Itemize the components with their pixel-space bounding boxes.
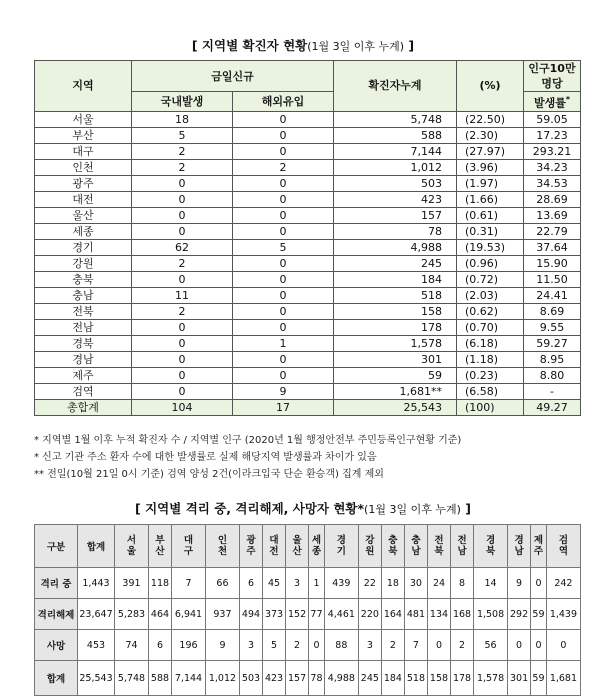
cell-region: 전남 (35, 319, 132, 335)
cell-region: 충북 (35, 271, 132, 287)
cell-rate: - (524, 383, 581, 399)
cell-value: 7 (172, 568, 206, 599)
footnote-1: * 지역별 1월 이후 누적 확진자 수 / 지역별 인구 (2020년 1월 행정안전부 주민등록인구현황 기준) (34, 435, 462, 446)
cell-value: 7 (404, 630, 427, 661)
cell-cumulative: 178 (334, 319, 457, 335)
cell-cumulative: 5,748 (334, 111, 457, 127)
cell-value: 1,508 (474, 599, 508, 630)
cell-rate: 24.41 (524, 287, 581, 303)
cell-value: 8 (451, 568, 474, 599)
cell-rate: 37.64 (524, 239, 581, 255)
cell-cumulative: 7,144 (334, 143, 457, 159)
cell-overseas: 2 (233, 159, 334, 175)
cell-value: 6,941 (172, 599, 206, 630)
cell-value: 453 (78, 630, 115, 661)
cell-value: 245 (358, 661, 381, 696)
cell-value: 9 (508, 568, 531, 599)
cell-region: 울산 (35, 207, 132, 223)
cell-value: 439 (324, 568, 358, 599)
header-col (474, 525, 508, 568)
cell-value: 157 (286, 661, 309, 696)
cell-value: 6 (239, 568, 262, 599)
cell-domestic: 0 (132, 383, 233, 399)
header-col (172, 525, 206, 568)
cell-value: 56 (474, 630, 508, 661)
cell-overseas: 17 (233, 399, 334, 415)
cell-value: 1,578 (474, 661, 508, 696)
cell-value: 196 (172, 630, 206, 661)
cell-domestic: 0 (132, 207, 233, 223)
table-row (35, 303, 581, 319)
header-col-label: 대구 (183, 535, 194, 557)
cell-value: 1 (309, 568, 325, 599)
cell-overseas: 0 (233, 255, 334, 271)
cell-value: 22 (358, 568, 381, 599)
cell-overseas: 0 (233, 175, 334, 191)
header-col-label: 전남 (457, 535, 467, 557)
table-row (35, 159, 581, 175)
cell-value: 178 (451, 661, 474, 696)
cell-domestic: 2 (132, 159, 233, 175)
cell-value: 7,144 (172, 661, 206, 696)
cell-overseas: 0 (233, 319, 334, 335)
section1-title-range: (1월 3일 이후 누계) (307, 40, 405, 53)
header-domestic: 국내발생 (132, 92, 233, 112)
cell-domestic: 104 (132, 399, 233, 415)
cell-percent: (6.58) (457, 383, 524, 399)
cell-value: 45 (263, 568, 286, 599)
cell-region: 경북 (35, 335, 132, 351)
cell-overseas: 0 (233, 223, 334, 239)
cell-cumulative: 158 (334, 303, 457, 319)
header-col (531, 525, 547, 568)
cell-percent: (0.72) (457, 271, 524, 287)
cell-rate: 15.90 (524, 255, 581, 271)
cell-percent: (0.31) (457, 223, 524, 239)
cell-percent: (0.61) (457, 207, 524, 223)
cell-value: 23,647 (78, 599, 115, 630)
header-col (358, 525, 381, 568)
cell-value: 503 (239, 661, 262, 696)
cell-cumulative: 1,578 (334, 335, 457, 351)
header-col (309, 525, 325, 568)
cell-value: 59 (531, 599, 547, 630)
cell-cumulative: 1,681** (334, 383, 457, 399)
section1-title-end: ] (404, 38, 415, 53)
cell-rate: 59.05 (524, 111, 581, 127)
header-col (546, 525, 580, 568)
cell-domestic: 2 (132, 303, 233, 319)
cell-cumulative: 4,988 (334, 239, 457, 255)
cell-value: 25,543 (78, 661, 115, 696)
cell-percent: (6.18) (457, 335, 524, 351)
cell-domestic: 11 (132, 287, 233, 303)
cell-cumulative: 1,012 (334, 159, 457, 175)
total-row (35, 399, 581, 415)
cell-overseas: 9 (233, 383, 334, 399)
table-row (35, 599, 581, 630)
section2-title-range: (1월 3일 이후 누계) (364, 503, 461, 516)
cell-value: 168 (451, 599, 474, 630)
cell-overseas: 5 (233, 239, 334, 255)
header-col (239, 525, 262, 568)
cell-percent: (0.62) (457, 303, 524, 319)
cell-value: 5,283 (115, 599, 149, 630)
header-col-label: 서울 (126, 535, 137, 557)
cell-value: 423 (263, 661, 286, 696)
cell-value: 481 (404, 599, 427, 630)
header-col (508, 525, 531, 568)
section2-title-end: ] (460, 501, 471, 516)
cell-value: 2 (286, 630, 309, 661)
cell-region: 부산 (35, 127, 132, 143)
cell-value: 5 (263, 630, 286, 661)
header-col-label: 충남 (411, 535, 421, 557)
section2-title-text: [ 지역별 격리 중, 격리해제, 사망자 현황 (135, 501, 358, 516)
cell-region: 대전 (35, 191, 132, 207)
table-row (35, 351, 581, 367)
cell-percent: (100) (457, 399, 524, 415)
cell-value: 937 (205, 599, 239, 630)
cell-value: 464 (148, 599, 171, 630)
cell-region: 서울 (35, 111, 132, 127)
cell-value: 0 (531, 568, 547, 599)
cell-value: 134 (427, 599, 450, 630)
cell-overseas: 0 (233, 367, 334, 383)
cell-value: 9 (205, 630, 239, 661)
cell-percent: (22.50) (457, 111, 524, 127)
cell-overseas: 1 (233, 335, 334, 351)
cell-cumulative: 423 (334, 191, 457, 207)
cell-value: 118 (148, 568, 171, 599)
cell-region: 경남 (35, 351, 132, 367)
cell-domestic: 0 (132, 319, 233, 335)
cell-value: 66 (205, 568, 239, 599)
cell-value: 18 (381, 568, 404, 599)
cell-cumulative: 503 (334, 175, 457, 191)
cell-value: 0 (531, 630, 547, 661)
cell-overseas: 0 (233, 127, 334, 143)
table-row (35, 661, 581, 696)
header-col (263, 525, 286, 568)
cell-value: 14 (474, 568, 508, 599)
section2-title (0, 499, 606, 517)
header-col (451, 525, 474, 568)
cell-value: 74 (115, 630, 149, 661)
table-row (35, 367, 581, 383)
header-category: 구분 (35, 525, 78, 568)
header-overseas: 해외유입 (233, 92, 334, 112)
header-col (148, 525, 171, 568)
cell-percent: (1.97) (457, 175, 524, 191)
cell-value: 5,748 (115, 661, 149, 696)
cell-overseas: 0 (233, 207, 334, 223)
header-col-label: 세종 (311, 535, 322, 557)
cell-rate: 13.69 (524, 207, 581, 223)
table-row (35, 271, 581, 287)
confirmed-cases-table (34, 60, 581, 416)
row-label: 사망 (35, 630, 78, 661)
header-col-label: 경남 (514, 535, 524, 557)
header-incidence (524, 92, 581, 112)
cell-value: 3 (358, 630, 381, 661)
header-col-label: 인천 (217, 535, 228, 557)
cell-value: 292 (508, 599, 531, 630)
cell-percent: (0.23) (457, 367, 524, 383)
cell-domestic: 0 (132, 175, 233, 191)
cell-value: 4,988 (324, 661, 358, 696)
cell-value: 4,461 (324, 599, 358, 630)
table-row (35, 287, 581, 303)
cell-cumulative: 78 (334, 223, 457, 239)
table-row (35, 143, 581, 159)
cell-rate: 17.23 (524, 127, 581, 143)
header-col (427, 525, 450, 568)
table-row (35, 239, 581, 255)
cell-percent: (2.30) (457, 127, 524, 143)
cell-value: 301 (508, 661, 531, 696)
cell-value: 0 (427, 630, 450, 661)
cell-percent: (19.53) (457, 239, 524, 255)
cell-value: 6 (148, 630, 171, 661)
cell-region: 총합계 (35, 399, 132, 415)
header-col-label: 경기 (336, 535, 346, 557)
cell-value: 88 (324, 630, 358, 661)
cell-domestic: 2 (132, 255, 233, 271)
cell-domestic: 5 (132, 127, 233, 143)
cell-region: 제주 (35, 367, 132, 383)
header-today-new: 금일신규 (132, 61, 334, 92)
cell-value: 1,439 (546, 599, 580, 630)
cell-cumulative: 588 (334, 127, 457, 143)
cell-overseas: 0 (233, 287, 334, 303)
cell-value: 0 (309, 630, 325, 661)
cell-domestic: 0 (132, 191, 233, 207)
header-incidence-text: 발생률 (533, 96, 566, 110)
table-row (35, 207, 581, 223)
header-col (286, 525, 309, 568)
cell-value: 24 (427, 568, 450, 599)
cell-domestic: 0 (132, 351, 233, 367)
cell-cumulative: 184 (334, 271, 457, 287)
cell-cumulative: 157 (334, 207, 457, 223)
cell-region: 강원 (35, 255, 132, 271)
cell-rate: 9.55 (524, 319, 581, 335)
row-label: 합계 (35, 661, 78, 696)
cell-rate: 22.79 (524, 223, 581, 239)
cell-value: 1,681 (546, 661, 580, 696)
cell-value: 164 (381, 599, 404, 630)
cell-value: 3 (239, 630, 262, 661)
cell-domestic: 0 (132, 271, 233, 287)
cell-value: 494 (239, 599, 262, 630)
cell-cumulative: 518 (334, 287, 457, 303)
cell-rate: 59.27 (524, 335, 581, 351)
cell-domestic: 0 (132, 335, 233, 351)
cell-rate: 28.69 (524, 191, 581, 207)
table-row (35, 191, 581, 207)
cell-rate: 34.23 (524, 159, 581, 175)
table-row (35, 630, 581, 661)
table-row (35, 127, 581, 143)
table-row (35, 255, 581, 271)
cell-domestic: 2 (132, 143, 233, 159)
section2-title-mark: * (357, 501, 365, 516)
header-col-label: 전북 (434, 535, 444, 557)
header-percent: (%) (457, 61, 524, 112)
cell-rate: 8.69 (524, 303, 581, 319)
section1-title (0, 36, 606, 54)
cell-value: 59 (531, 661, 547, 696)
cell-region: 세종 (35, 223, 132, 239)
header-cumulative: 확진자누계 (334, 61, 457, 112)
cell-cumulative: 59 (334, 367, 457, 383)
cell-domestic: 0 (132, 367, 233, 383)
cell-overseas: 0 (233, 271, 334, 287)
cell-value: 3 (286, 568, 309, 599)
table-row (35, 383, 581, 399)
cell-value: 518 (404, 661, 427, 696)
footnotes (34, 432, 461, 483)
cell-value: 2 (451, 630, 474, 661)
cell-region: 검역 (35, 383, 132, 399)
cell-cumulative: 301 (334, 351, 457, 367)
header-col-label: 대전 (269, 535, 279, 557)
table-row (35, 175, 581, 191)
header-col-label: 부산 (155, 535, 165, 557)
cell-rate: 34.53 (524, 175, 581, 191)
cell-domestic: 18 (132, 111, 233, 127)
header-per100k: 인구10만명당 (524, 61, 581, 92)
cell-rate: 8.95 (524, 351, 581, 367)
header-col (381, 525, 404, 568)
cell-overseas: 0 (233, 351, 334, 367)
row-label: 격리해제 (35, 599, 78, 630)
cell-value: 220 (358, 599, 381, 630)
table-row (35, 335, 581, 351)
cell-overseas: 0 (233, 143, 334, 159)
cell-value: 152 (286, 599, 309, 630)
footnote-2: * 신고 기관 주소 환자 수에 대한 발생률로 실제 해당지역 발생률과 차이가 있음 (34, 452, 377, 463)
cell-region: 경기 (35, 239, 132, 255)
table-row (35, 223, 581, 239)
header-col (115, 525, 149, 568)
cell-value: 1,443 (78, 568, 115, 599)
row-label: 격리 중 (35, 568, 78, 599)
cell-value: 242 (546, 568, 580, 599)
cell-overseas: 0 (233, 111, 334, 127)
cell-percent: (27.97) (457, 143, 524, 159)
cell-value: 77 (309, 599, 325, 630)
header-col (324, 525, 358, 568)
cell-percent: (1.66) (457, 191, 524, 207)
cell-rate: 49.27 (524, 399, 581, 415)
header-col-label: 강원 (365, 535, 375, 557)
cell-value: 391 (115, 568, 149, 599)
header-col (205, 525, 239, 568)
header-col-label: 충북 (388, 535, 398, 557)
cell-percent: (2.03) (457, 287, 524, 303)
cell-value: 0 (546, 630, 580, 661)
cell-percent: (3.96) (457, 159, 524, 175)
cell-percent: (0.96) (457, 255, 524, 271)
header-col (404, 525, 427, 568)
cell-cumulative: 25,543 (334, 399, 457, 415)
cell-value: 30 (404, 568, 427, 599)
cell-overseas: 0 (233, 191, 334, 207)
cell-cumulative: 245 (334, 255, 457, 271)
header-col: 합계 (78, 525, 115, 568)
cell-value: 184 (381, 661, 404, 696)
cell-percent: (0.70) (457, 319, 524, 335)
cell-domestic: 62 (132, 239, 233, 255)
cell-overseas: 0 (233, 303, 334, 319)
cell-rate: 8.80 (524, 367, 581, 383)
header-col-label: 울산 (292, 535, 302, 557)
cell-value: 2 (381, 630, 404, 661)
cell-value: 1,012 (205, 661, 239, 696)
cell-percent: (1.18) (457, 351, 524, 367)
cell-region: 충남 (35, 287, 132, 303)
header-col-label: 제주 (533, 535, 544, 557)
header-col-label: 광주 (246, 535, 256, 557)
cell-value: 588 (148, 661, 171, 696)
cell-region: 광주 (35, 175, 132, 191)
header-region: 지역 (35, 61, 132, 112)
header-incidence-mark: * (565, 95, 571, 104)
cell-rate: 293.21 (524, 143, 581, 159)
cell-rate: 11.50 (524, 271, 581, 287)
footnote-3: ** 전일(10월 21일 0시 기준) 검역 양성 2건(이라크입국 단순 환승객) 집계 제외 (34, 469, 384, 480)
cell-value: 0 (508, 630, 531, 661)
cell-value: 373 (263, 599, 286, 630)
isolation-status-table (34, 524, 581, 696)
section1-title-text: [ 지역별 확진자 현황 (191, 38, 308, 53)
cell-region: 전북 (35, 303, 132, 319)
cell-region: 인천 (35, 159, 132, 175)
cell-domestic: 0 (132, 223, 233, 239)
cell-region: 대구 (35, 143, 132, 159)
cell-value: 78 (309, 661, 325, 696)
table-row (35, 319, 581, 335)
header-col-label: 검역 (558, 535, 569, 557)
cell-value: 158 (427, 661, 450, 696)
table-row (35, 568, 581, 599)
header-col-label: 경북 (485, 535, 496, 557)
table-row (35, 111, 581, 127)
